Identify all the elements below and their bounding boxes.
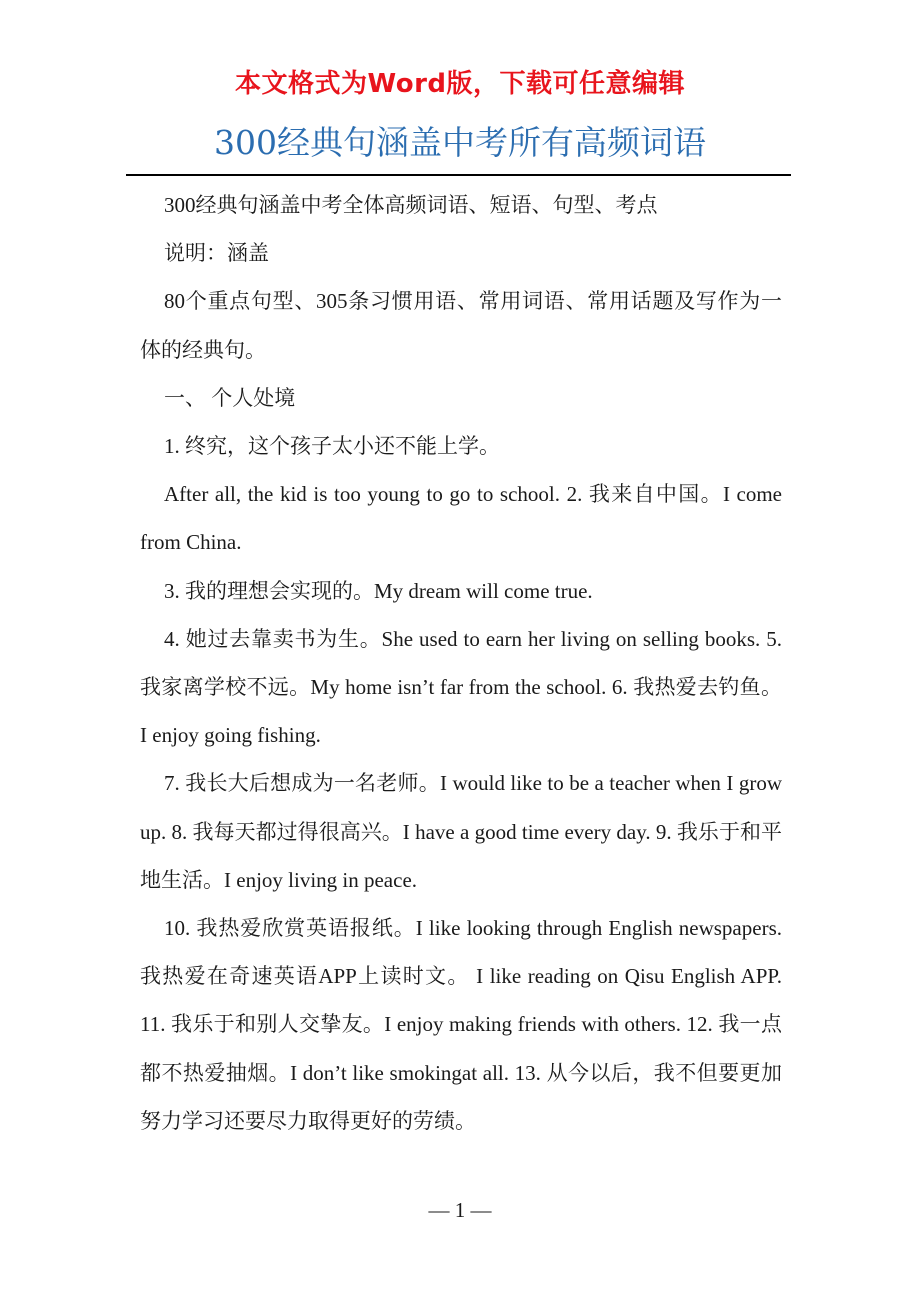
paragraph-intro: 300经典句涵盖中考全体高频词语、短语、句型、考点 [164,193,658,217]
section-heading: 一、 个人处境 [164,385,296,410]
sentence-item: 1. 终究，这个孩子太小还不能上学。 [164,434,500,459]
document-title: 300经典句涵盖中考所有高频词语 [214,123,706,162]
title-divider [126,174,791,176]
sentence-item: 10. 我热爱欣赏英语报纸。I like looking through English newspapers. 我热爱在奇速英语APP上读时文。 I like reading on Qisu English APP. 11. 我乐于和别人交挚友。I enjoy making friends with others. 12. 我一点都不热爱抽烟。I don’t like smokingat all. 13. 从今以后，我不但要更加努力学习还要尽力取得更好的劳绩。 [140,916,809,1133]
paragraph-summary: 80个重点句型、305条习惯用语、常用词语、常用话题及写作为一体的经典句。 [140,289,782,362]
paragraph-note: 说明：涵盖 [164,241,269,266]
format-notice-banner: 本文格式为Word版，下载可任意编辑 [234,69,686,99]
sentence-item: After all, the kid is too young to go to school. 2. 我来自中国。I come from China. [140,482,782,555]
document-body [140,181,809,1145]
sentence-item: 3. 我的理想会实现的。My dream will come true. [164,578,593,603]
page-number: — 1 — [428,1198,492,1222]
sentence-item: 4. 她过去靠卖书为生。She used to earn her living on selling books. 5. 我家离学校不远。My home isn’t far from the school. 6. 我热爱去钓鱼。I enjoy going fishing. [140,626,782,748]
sentence-item: 7. 我长大后想成为一名老师。I would like to be a teacher when I grow up. 8. 我每天都过得很高兴。I have a good time every day. 9. 我乐于和平地生活。I enjoy living in peace. [140,771,782,892]
